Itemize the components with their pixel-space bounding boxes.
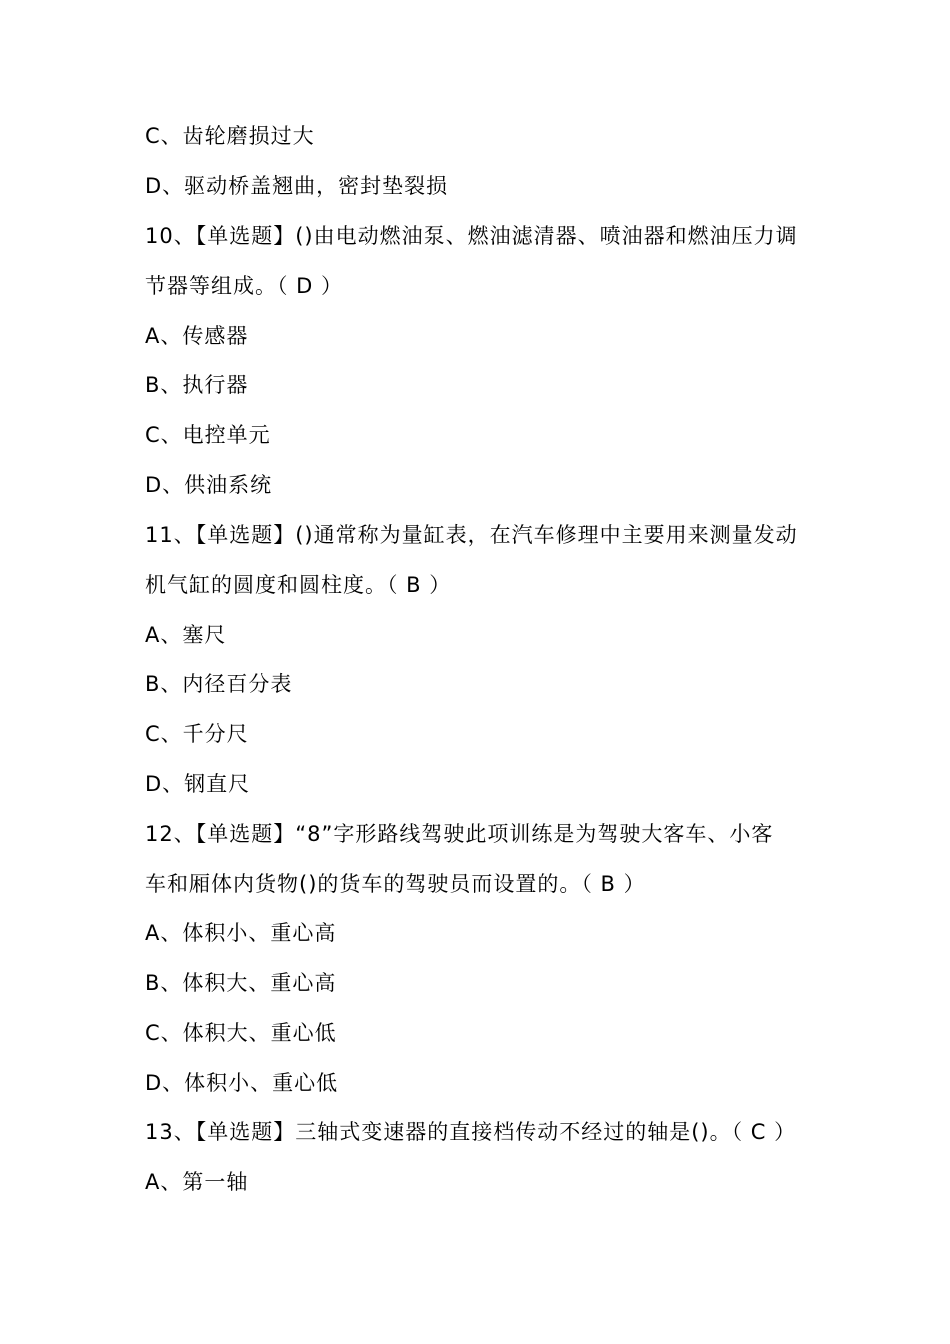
option-d-q10: D、供油系统 xyxy=(145,473,273,497)
option-a-q13: A、第一轴 xyxy=(145,1170,249,1194)
option-a-q10: A、传感器 xyxy=(145,324,249,348)
option-b-q10: B、执行器 xyxy=(145,373,249,397)
option-c-q12: C、体积大、重心低 xyxy=(145,1021,337,1045)
option-a-q12: A、体积小、重心高 xyxy=(145,921,337,945)
option-c-q11: C、千分尺 xyxy=(145,722,249,746)
question-11-line-1: 11、【单选题】()通常称为量缸表，在汽车修理中主要用来测量发动 xyxy=(145,523,798,547)
option-d-q11: D、钢直尺 xyxy=(145,772,251,796)
option-b-q12: B、体积大、重心高 xyxy=(145,971,337,995)
question-10-line-2: 节器等组成。（ D ） xyxy=(145,274,344,298)
option-c-q9: C、齿轮磨损过大 xyxy=(145,124,315,148)
question-12-line-2: 车和厢体内货物()的货车的驾驶员而设置的。（ B ） xyxy=(145,872,646,896)
option-b-q11: B、内径百分表 xyxy=(145,672,293,696)
question-11-line-2: 机气缸的圆度和圆柱度。（ B ） xyxy=(145,573,452,597)
question-10-line-1: 10、【单选题】()由电动燃油泵、燃油滤清器、喷油器和燃油压力调 xyxy=(145,224,798,248)
option-d-q9: D、驱动桥盖翘曲，密封垫裂损 xyxy=(145,174,449,198)
question-13-line-1: 13、【单选题】三轴式变速器的直接档传动不经过的轴是()。（ C ） xyxy=(145,1120,797,1144)
question-12-line-1: 12、【单选题】“8”字形路线驾驶此项训练是为驾驶大客车、小客 xyxy=(145,822,774,846)
option-a-q11: A、塞尺 xyxy=(145,623,227,647)
option-c-q10: C、电控单元 xyxy=(145,423,271,447)
option-d-q12: D、体积小、重心低 xyxy=(145,1071,339,1095)
